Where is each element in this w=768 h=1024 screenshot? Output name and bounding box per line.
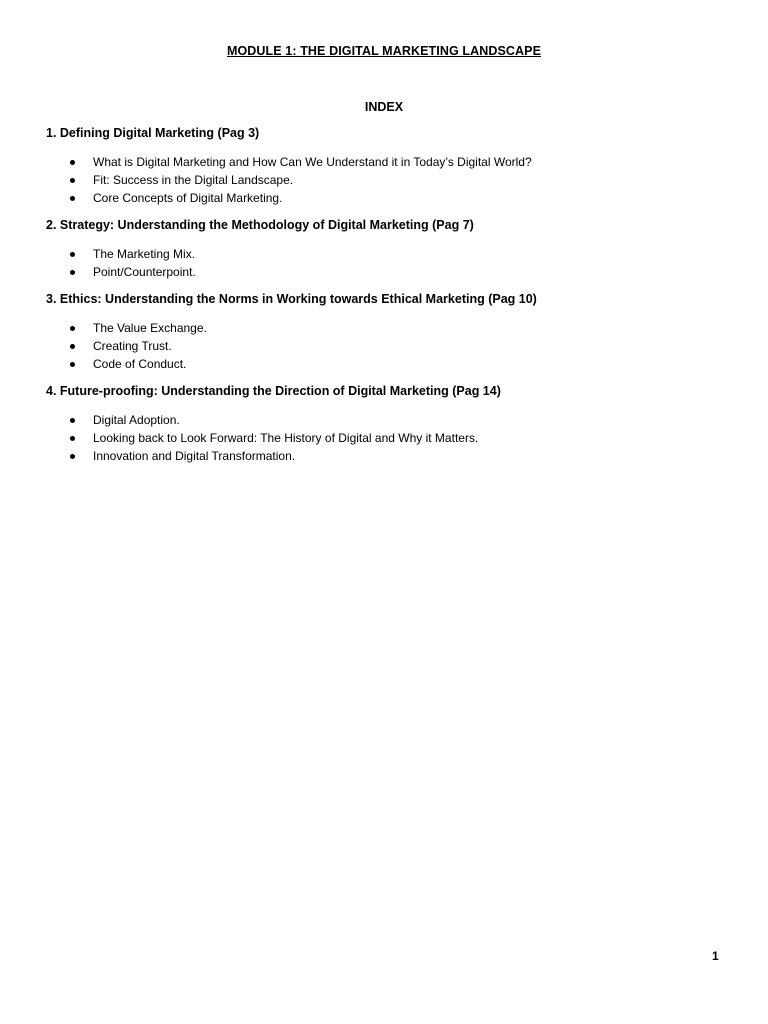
bullet-icon [70, 270, 75, 275]
list-item-text: Fit: Success in the Digital Landscape. [93, 173, 294, 187]
list-item [46, 263, 736, 281]
list-item-text: Creating Trust. [93, 339, 172, 353]
list-item-text: The Value Exchange. [93, 321, 207, 335]
bullet-icon [70, 326, 75, 331]
list-item [46, 171, 736, 189]
index-heading: INDEX [364, 100, 404, 114]
bullet-icon [70, 178, 75, 183]
bullet-icon [70, 252, 75, 257]
bullet-list [46, 245, 736, 281]
list-item-text: Point/Counterpoint. [93, 265, 196, 279]
page-number: 1 [712, 949, 719, 963]
section-heading: 4. Future-proofing: Understanding the Direction of Digital Marketing (Pag 14) [46, 384, 501, 398]
toc-section-4 [46, 383, 736, 465]
bullet-icon [70, 436, 75, 441]
toc-section-3 [46, 291, 736, 373]
bullet-icon [70, 344, 75, 349]
bullet-list [46, 411, 736, 465]
module-title: MODULE 1: THE DIGITAL MARKETING LANDSCAPE [226, 44, 542, 58]
list-item-text: Code of Conduct. [93, 357, 187, 371]
section-heading: 2. Strategy: Understanding the Methodology of Digital Marketing (Pag 7) [46, 218, 474, 232]
list-item-text: What is Digital Marketing and How Can We Understand it in Today’s Digital World? [93, 155, 532, 169]
section-heading: 3. Ethics: Understanding the Norms in Working towards Ethical Marketing (Pag 10) [46, 292, 537, 306]
list-item [46, 411, 736, 429]
bullet-list [46, 153, 736, 207]
list-item [46, 447, 736, 465]
table-of-contents [46, 125, 736, 475]
bullet-icon [70, 418, 75, 423]
list-item [46, 429, 736, 447]
list-item [46, 153, 736, 171]
bullet-icon [70, 196, 75, 201]
toc-section-2 [46, 217, 736, 281]
bullet-icon [70, 160, 75, 165]
list-item-text: Innovation and Digital Transformation. [93, 449, 296, 463]
list-item [46, 189, 736, 207]
list-item-text: Digital Adoption. [93, 413, 180, 427]
bullet-icon [70, 454, 75, 459]
list-item-text: The Marketing Mix. [93, 247, 196, 261]
bullet-list [46, 319, 736, 373]
list-item-text: Looking back to Look Forward: The History of Digital and Why it Matters. [93, 431, 479, 445]
list-item-text: Core Concepts of Digital Marketing. [93, 191, 283, 205]
toc-section-1 [46, 125, 736, 207]
bullet-icon [70, 362, 75, 367]
list-item [46, 355, 736, 373]
section-heading: 1. Defining Digital Marketing (Pag 3) [46, 126, 260, 140]
list-item [46, 319, 736, 337]
list-item [46, 337, 736, 355]
list-item [46, 245, 736, 263]
